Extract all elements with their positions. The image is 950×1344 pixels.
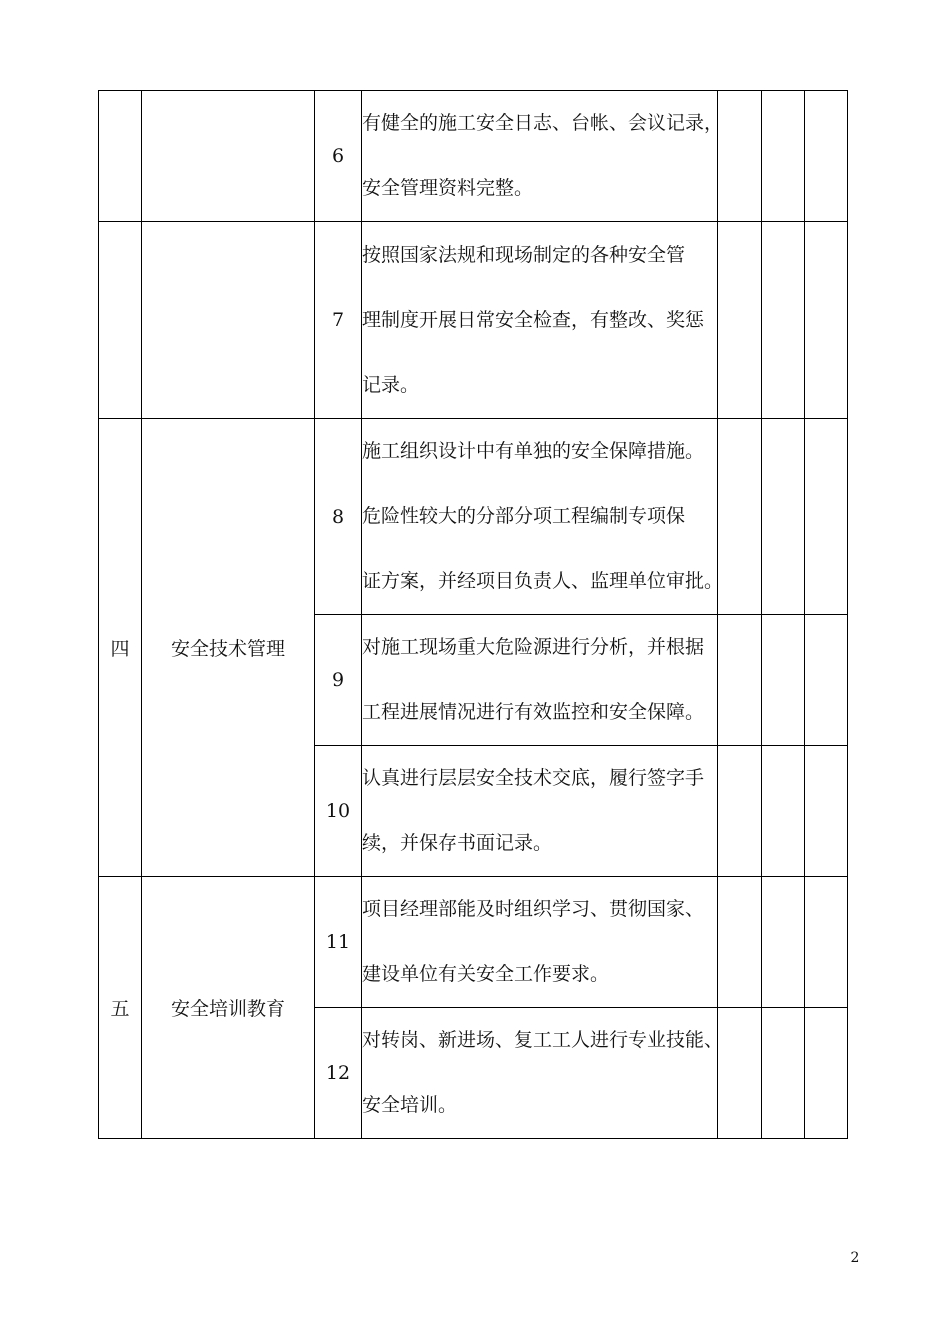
- table-row: [99, 877, 848, 1008]
- item-description: [362, 1008, 724, 1139]
- item-line: 记录。: [362, 373, 420, 396]
- check-cell: [762, 615, 805, 746]
- category-number: 四: [99, 419, 142, 877]
- check-cell: [718, 1008, 762, 1139]
- item-line: 认真进行层层安全技术交底，履行签字手: [362, 767, 705, 789]
- item-number: 7: [315, 222, 362, 419]
- item-description: [362, 222, 718, 419]
- check-cell: [718, 615, 762, 746]
- item-number: 11: [315, 877, 362, 1008]
- check-cell: [805, 615, 848, 746]
- check-cell: [718, 222, 762, 419]
- item-line: 按照国家法规和现场制定的各种安全管: [362, 243, 686, 266]
- item-line: 安全管理资料完整。: [362, 177, 534, 199]
- check-cell: [762, 91, 805, 222]
- item-line: 理制度开展日常安全检查，有整改、奖惩: [362, 308, 705, 331]
- item-line: 安全培训。: [362, 1094, 458, 1116]
- category-number-cell: [99, 222, 142, 419]
- category-number: 五: [99, 877, 142, 1139]
- check-cell: [805, 419, 848, 615]
- item-line: 施工组织设计中有单独的安全保障措施。: [362, 440, 705, 462]
- table-row: [99, 419, 848, 615]
- item-line: 有健全的施工安全日志、台帐、会议记录，: [362, 112, 724, 134]
- check-cell: [718, 877, 762, 1008]
- check-cell: [718, 91, 762, 222]
- item-number: 9: [315, 615, 362, 746]
- table-row: [99, 91, 848, 222]
- item-line: 续，并保存书面记录。: [362, 832, 553, 854]
- page-number: 2: [850, 1250, 860, 1266]
- safety-checklist-table: [98, 90, 848, 1139]
- item-description: [362, 419, 724, 615]
- check-cell: [762, 877, 805, 1008]
- table-row: [99, 222, 848, 419]
- check-cell: [762, 222, 805, 419]
- check-cell: [718, 746, 762, 877]
- item-line: 对施工现场重大危险源进行分析，并根据: [362, 636, 705, 658]
- check-cell: [762, 1008, 805, 1139]
- item-description: [362, 746, 718, 877]
- category-number-cell: [99, 91, 142, 222]
- item-number: 10: [315, 746, 362, 877]
- category-name-cell: [142, 91, 315, 222]
- check-cell: [762, 746, 805, 877]
- item-description: [362, 91, 724, 222]
- category-name-cell: [142, 222, 315, 419]
- item-line: 危险性较大的分部分项工程编制专项保: [362, 505, 686, 527]
- item-description: [362, 877, 718, 1008]
- item-number: 8: [315, 419, 362, 615]
- item-line: 建设单位有关安全工作要求。: [362, 963, 610, 985]
- check-cell: [718, 419, 762, 615]
- item-number: 6: [315, 91, 362, 222]
- check-cell: [805, 222, 848, 419]
- item-line: 证方案，并经项目负责人、监理单位审批。: [362, 570, 724, 592]
- check-cell: [805, 746, 848, 877]
- item-description: [362, 615, 718, 746]
- check-cell: [805, 91, 848, 222]
- item-line: 对转岗、新进场、复工工人进行专业技能、: [362, 1029, 724, 1051]
- check-cell: [805, 877, 848, 1008]
- check-cell: [762, 419, 805, 615]
- check-cell: [805, 1008, 848, 1139]
- category-name: 安全培训教育: [142, 877, 315, 1139]
- item-line: 项目经理部能及时组织学习、贯彻国家、: [362, 898, 705, 920]
- item-number: 12: [315, 1008, 362, 1139]
- item-line: 工程进展情况进行有效监控和安全保障。: [362, 701, 705, 723]
- category-name: 安全技术管理: [142, 419, 315, 877]
